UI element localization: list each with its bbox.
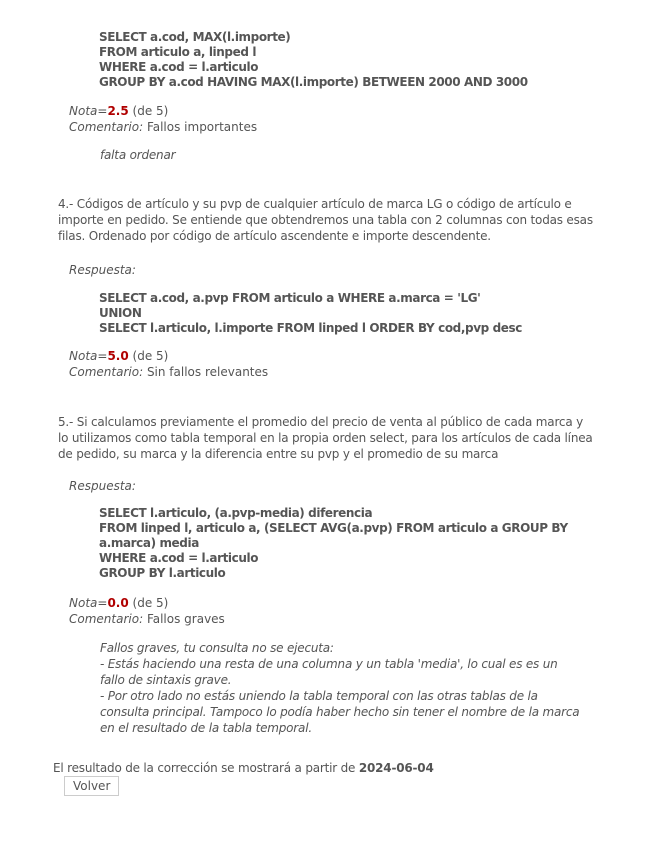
sql-line: WHERE a.cod = l.articulo — [99, 60, 259, 74]
volver-button[interactable]: Volver — [64, 776, 119, 796]
feedback-line: - Estás haciendo una resta de una columna y un tabla 'media', lo cual es es un fallo de sintaxis grave. — [100, 657, 558, 687]
nota-label: Nota= — [69, 349, 108, 363]
comment: Fallos graves — [146, 612, 225, 626]
answer-sql-3 — [99, 30, 579, 90]
out-of: (de 5) — [132, 349, 169, 363]
result-notice-text: El resultado de la corrección se mostrará a partir de — [53, 761, 359, 775]
comment-label: Comentario: — [69, 120, 144, 134]
sql-line: FROM linped l, articulo a, (SELECT AVG(a.pvp) FROM articulo a GROUP BY a.marca) media — [99, 521, 568, 550]
feedback-line: - Por otro lado no estás uniendo la tabla temporal con las otras tablas de la consulta principal. Tampoco lo podía haber hecho sin tener el nombre de la marca en el resultado de la tabla temporal. — [100, 689, 580, 735]
grade-4 — [69, 348, 268, 380]
sql-line: UNION — [99, 306, 142, 320]
respuesta-label: Respuesta: — [69, 263, 136, 277]
out-of: (de 5) — [132, 104, 169, 118]
answer-sql-4 — [99, 291, 579, 336]
question-5: 5.- Si calculamos previamente el promedio del precio de venta al público de cada marca y lo utilizamos como tabla temporal en la propia orden select, para los artículos de cada línea de pedido, su marca y la diferencia entre su pvp y el promedio de su marca — [58, 415, 593, 461]
nota-label: Nota= — [69, 596, 108, 610]
respuesta-label: Respuesta: — [69, 479, 136, 493]
feedback-line: Fallos graves, tu consulta no se ejecuta: — [100, 641, 334, 655]
question-4: 4.- Códigos de artículo y su pvp de cualquier artículo de marca LG o código de artículo e importe en pedido. Se entiende que obtendremos una tabla con 2 columnas con todas esas filas. Ordenado por código de artículo ascendente e importe descendente. — [58, 197, 593, 243]
result-notice — [53, 760, 434, 776]
feedback-5 — [100, 640, 585, 736]
sql-line: GROUP BY l.articulo — [99, 566, 226, 580]
answer-sql-5 — [99, 506, 569, 581]
comment-label: Comentario: — [69, 612, 144, 626]
sql-line: SELECT l.articulo, l.importe FROM linped l ORDER BY cod,pvp desc — [99, 321, 522, 335]
nota-label: Nota= — [69, 104, 108, 118]
comment-label: Comentario: — [69, 365, 144, 379]
result-date: 2024-06-04 — [358, 761, 434, 775]
sql-line: SELECT l.articulo, (a.pvp-media) diferencia — [99, 506, 373, 520]
grade-3 — [69, 103, 257, 135]
out-of: (de 5) — [132, 596, 169, 610]
score: 5.0 — [107, 349, 129, 363]
comment: Fallos importantes — [146, 120, 258, 134]
sql-line: SELECT a.cod, MAX(l.importe) — [99, 30, 291, 44]
sql-line: FROM articulo a, linped l — [99, 45, 257, 59]
score: 0.0 — [107, 596, 129, 610]
sql-line: GROUP BY a.cod HAVING MAX(l.importe) BETWEEN 2000 AND 3000 — [99, 75, 528, 89]
sql-line: SELECT a.cod, a.pvp FROM articulo a WHERE a.marca = 'LG' — [99, 291, 481, 305]
score: 2.5 — [107, 104, 129, 118]
feedback-line: falta ordenar — [100, 148, 176, 162]
grade-5 — [69, 595, 225, 627]
sql-line: WHERE a.cod = l.articulo — [99, 551, 259, 565]
feedback-3 — [100, 147, 600, 163]
comment: Sin fallos relevantes — [146, 365, 269, 379]
